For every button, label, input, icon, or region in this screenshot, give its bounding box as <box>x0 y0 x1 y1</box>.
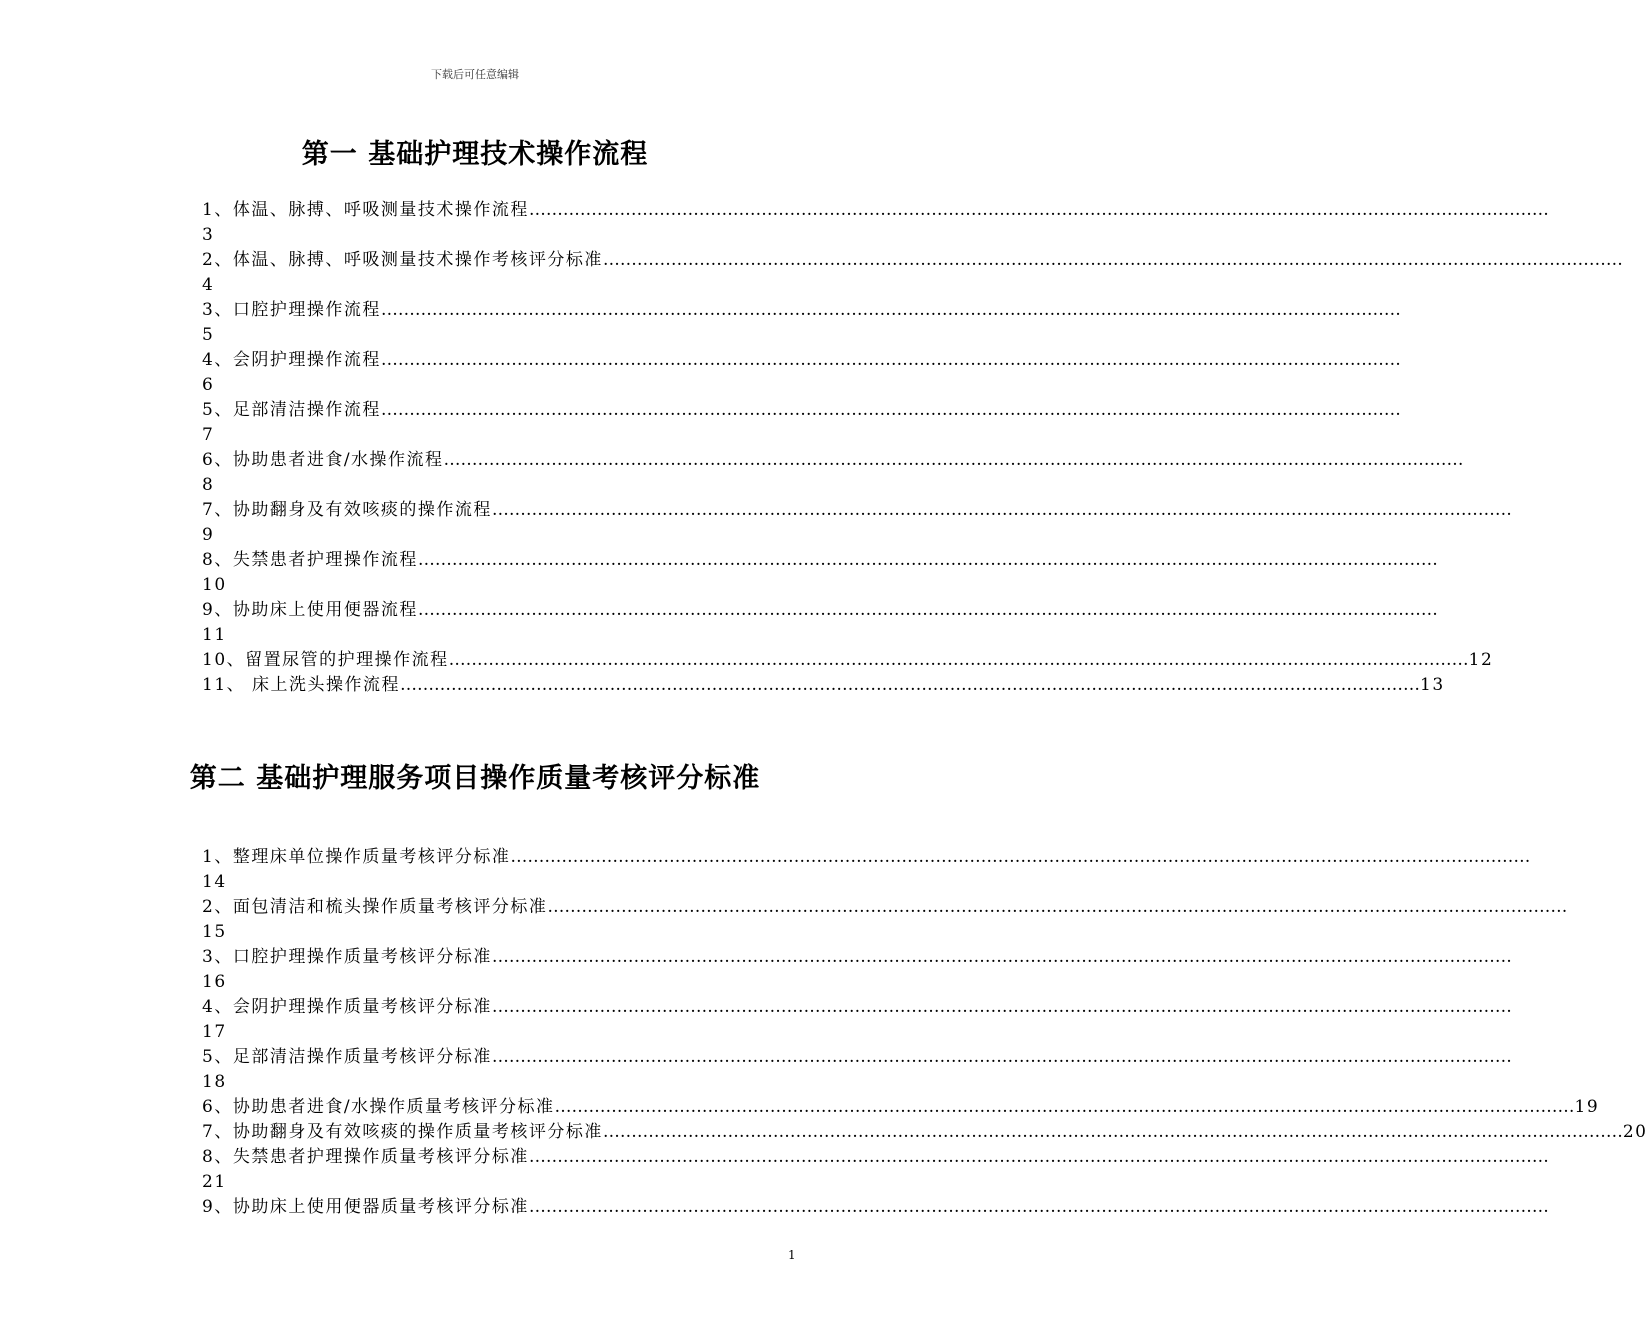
toc-entry-label: 3、口腔护理操作质量考核评分标准 <box>202 947 492 967</box>
toc-entry <box>202 945 1512 995</box>
toc-leader-dots: ……………………………………………………………………………………………………………………………………………………………… <box>491 947 1512 967</box>
toc-list-section-1 <box>202 198 1623 698</box>
toc-entry-label: 1、体温、脉搏、呼吸测量技术操作流程 <box>202 200 529 220</box>
toc-entry-label: 8、失禁患者护理操作质量考核评分标准 <box>202 1147 529 1167</box>
toc-entry <box>202 845 1531 895</box>
toc-entry-line <box>202 673 1445 698</box>
toc-leader-dots: ……………………………………………………………………………………………………………………………………………………………… <box>528 200 1549 220</box>
toc-entry-line <box>202 398 1401 423</box>
toc-entry-page: 12 <box>1468 650 1494 670</box>
toc-entry-page: 10 <box>202 575 227 595</box>
toc-entry-label: 10、留置尿管的护理操作流程 <box>202 650 449 670</box>
toc-entry-page: 4 <box>202 275 215 295</box>
toc-entry <box>202 548 1438 598</box>
toc-entry <box>202 895 1568 945</box>
toc-leader-dots: ……………………………………………………………………………………………………………………………………………………………… <box>554 1097 1575 1117</box>
toc-entry-label: 3、口腔护理操作流程 <box>202 300 381 320</box>
toc-entry-line <box>202 248 1623 273</box>
toc-entry <box>202 448 1464 498</box>
toc-entry-label: 7、协助翻身及有效咳痰的操作质量考核评分标准 <box>202 1122 603 1142</box>
toc-entry-page: 5 <box>202 325 215 345</box>
toc-entry-page: 8 <box>202 475 215 495</box>
toc-entry <box>202 348 1401 398</box>
toc-entry-line <box>202 945 1512 970</box>
toc-entry-label: 1、整理床单位操作质量考核评分标准 <box>202 847 511 867</box>
toc-entry-line <box>202 598 1438 623</box>
toc-leader-dots: ……………………………………………………………………………………………………………………………………………………………… <box>443 450 1464 470</box>
toc-entry-label: 2、面包清洁和梳头操作质量考核评分标准 <box>202 897 548 917</box>
toc-entry-line <box>202 348 1401 373</box>
toc-leader-dots: ……………………………………………………………………………………………………………………………………………………………… <box>491 500 1512 520</box>
toc-leader-dots: ……………………………………………………………………………………………………………………………………………………………… <box>528 1197 1549 1217</box>
section-title-2: 第二 基础护理服务项目操作质量考核评分标准 <box>189 763 761 794</box>
toc-entry-line <box>202 1045 1512 1070</box>
toc-entry-label: 8、失禁患者护理操作流程 <box>202 550 418 570</box>
toc-entry-label: 2、体温、脉搏、呼吸测量技术操作考核评分标准 <box>202 250 603 270</box>
toc-entry-line <box>202 1120 1647 1145</box>
toc-entry <box>202 498 1512 548</box>
toc-leader-dots: ……………………………………………………………………………………………………………………………………………………………… <box>380 400 1401 420</box>
toc-entry-label: 9、协助床上使用便器质量考核评分标准 <box>202 1197 529 1217</box>
toc-entry-line <box>202 1095 1600 1120</box>
toc-entry-label: 5、足部清洁操作流程 <box>202 400 381 420</box>
toc-entry-line <box>202 548 1438 573</box>
toc-entry-label: 5、足部清洁操作质量考核评分标准 <box>202 1047 492 1067</box>
toc-entry-label: 11、 床上洗头操作流程 <box>202 675 401 695</box>
toc-leader-dots: ……………………………………………………………………………………………………………………………………………………………… <box>400 675 1421 695</box>
toc-entry <box>202 298 1401 348</box>
section-title-1: 第一 基础护理技术操作流程 <box>301 139 649 170</box>
toc-entry-line <box>202 1145 1549 1170</box>
toc-entry <box>202 1145 1549 1195</box>
toc-entry <box>202 248 1623 298</box>
toc-entry-label: 6、协助患者进食/水操作质量考核评分标准 <box>202 1097 555 1117</box>
toc-entry-line <box>202 1195 1549 1220</box>
toc-entry-label: 7、协助翻身及有效咳痰的操作流程 <box>202 500 492 520</box>
toc-entry-page: 13 <box>1420 675 1445 695</box>
toc-entry <box>202 398 1401 448</box>
toc-entry-page: 14 <box>202 872 227 892</box>
toc-entry-page: 3 <box>202 225 215 245</box>
toc-leader-dots: ……………………………………………………………………………………………………………………………………………………………… <box>380 350 1401 370</box>
toc-entry <box>202 1095 1600 1120</box>
toc-entry-label: 6、协助患者进食/水操作流程 <box>202 450 444 470</box>
toc-entry-label: 4、会阴护理操作流程 <box>202 350 381 370</box>
toc-entry-page: 18 <box>202 1072 227 1092</box>
toc-leader-dots: ……………………………………………………………………………………………………………………………………………………………… <box>547 897 1568 917</box>
toc-entry-page: 17 <box>202 1022 227 1042</box>
toc-entry-line <box>202 648 1494 673</box>
toc-entry-line <box>202 895 1568 920</box>
toc-leader-dots: ……………………………………………………………………………………………………………………………………………………………… <box>491 1047 1512 1067</box>
toc-entry-page: 16 <box>202 972 227 992</box>
toc-entry-label: 9、协助床上使用便器流程 <box>202 600 418 620</box>
toc-entry-page: 7 <box>202 425 215 445</box>
toc-entry-page: 20 <box>1622 1122 1647 1142</box>
toc-leader-dots: ……………………………………………………………………………………………………………………………………………………………… <box>448 650 1469 670</box>
toc-leader-dots: ……………………………………………………………………………………………………………………………………………………………… <box>380 300 1401 320</box>
toc-entry-page: 11 <box>202 625 227 645</box>
toc-leader-dots: ……………………………………………………………………………………………………………………………………………………………… <box>510 847 1531 867</box>
toc-entry-label: 4、会阴护理操作质量考核评分标准 <box>202 997 492 1017</box>
toc-entry-line <box>202 845 1531 870</box>
toc-list-section-2 <box>202 845 1647 1220</box>
toc-entry <box>202 648 1494 673</box>
toc-leader-dots: ……………………………………………………………………………………………………………………………………………………………… <box>602 250 1623 270</box>
toc-entry <box>202 198 1549 248</box>
toc-entry-line <box>202 498 1512 523</box>
toc-entry-line <box>202 995 1512 1020</box>
toc-leader-dots: ……………………………………………………………………………………………………………………………………………………………… <box>528 1147 1549 1167</box>
toc-entry-line <box>202 298 1401 323</box>
toc-entry-page: 19 <box>1574 1097 1600 1117</box>
toc-entry <box>202 995 1512 1045</box>
toc-entry <box>202 598 1438 648</box>
toc-leader-dots: ……………………………………………………………………………………………………………………………………………………………… <box>417 550 1438 570</box>
toc-entry-line <box>202 198 1549 223</box>
toc-entry-page: 21 <box>202 1172 227 1192</box>
toc-leader-dots: ……………………………………………………………………………………………………………………………………………………………… <box>491 997 1512 1017</box>
toc-entry-page: 9 <box>202 525 215 545</box>
toc-entry-line <box>202 448 1464 473</box>
toc-leader-dots: ……………………………………………………………………………………………………………………………………………………………… <box>417 600 1438 620</box>
page-number: 1 <box>788 1248 796 1262</box>
toc-entry <box>202 1195 1549 1220</box>
toc-entry <box>202 1120 1647 1145</box>
toc-entry <box>202 673 1445 698</box>
toc-entry-page: 15 <box>202 922 227 942</box>
toc-entry <box>202 1045 1512 1095</box>
toc-entry-page: 6 <box>202 375 215 395</box>
toc-leader-dots: ……………………………………………………………………………………………………………………………………………………………… <box>602 1122 1623 1142</box>
header-note: 下载后可任意编辑 <box>431 68 519 81</box>
